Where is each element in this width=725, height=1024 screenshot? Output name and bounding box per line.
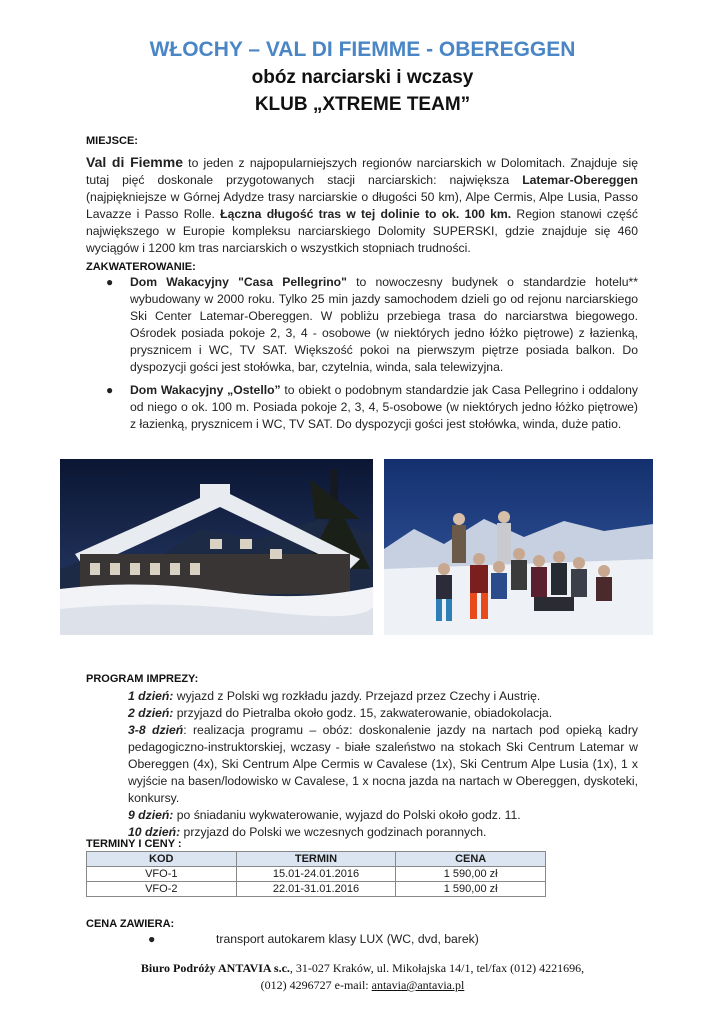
bullet-icon: ● xyxy=(148,932,156,946)
day-label: 1 dzień: xyxy=(128,689,174,703)
program-header: PROGRAM IMPREZY: xyxy=(86,673,199,685)
company-name: Biuro Podróży ANTAVIA s.c. xyxy=(140,961,290,975)
table-cell: 15.01-24.01.2016 xyxy=(236,867,396,882)
lead-text: Val di Fiemme xyxy=(86,154,183,170)
column-header: CENA xyxy=(396,852,546,867)
day-text: wyjazd z Polski wg rozkładu jazdy. Przejazd przez Czechy i Austrię. xyxy=(173,689,541,703)
day-text: przyjazd do Polski we wczesnych godzinach porannych. xyxy=(180,825,487,839)
cena-header: CENA ZAWIERA: xyxy=(86,918,175,930)
table-cell: VFO-1 xyxy=(87,867,237,882)
page-title: WŁOCHY – VAL DI FIEMME - OBEREGGEN xyxy=(149,38,576,61)
hotel-photo xyxy=(60,459,373,635)
skiers-group-photo xyxy=(384,459,653,635)
item-title: Dom Wakacyjny „Ostello” xyxy=(130,383,281,397)
list-item xyxy=(100,382,638,433)
day-text: przyjazd do Pietralba około godz. 15, zakwaterowanie, obiadokolacja. xyxy=(173,706,553,720)
accommodation-list xyxy=(100,274,638,439)
text-run: Region stanowi część największego w Europie kompleksu narciarskiego Dolomity SUPERSKI, gdzie znajduje się 460 wyciągów i 1200 km tras narciarskich o wszystkich stopniach trudności. xyxy=(86,207,638,255)
day-label: 2 dzień: xyxy=(128,706,174,720)
list-item xyxy=(128,824,638,841)
list-item xyxy=(100,274,638,376)
contact-text: (012) 4296727 e-mail: xyxy=(260,978,372,992)
text-run: to jeden z najpopularniejszych regionów narciarskich w Dolomitach. Znajduje się tutaj pięć doskonale przygotowanych stacji narciarskich: największa xyxy=(86,156,638,187)
miejsce-header: MIEJSCE: xyxy=(86,135,138,147)
column-header: TERMIN xyxy=(236,852,396,867)
day-label: 9 dzień: xyxy=(128,808,174,822)
price-table xyxy=(86,851,546,897)
table-row xyxy=(87,882,546,897)
item-text: transport autokarem klasy LUX (WC, dvd, barek) xyxy=(216,932,479,946)
footer-line-1 xyxy=(0,960,725,977)
bold-run: Latemar-Obereggen xyxy=(522,173,638,187)
club-name: KLUB „XTREME TEAM” xyxy=(254,94,471,115)
email-link[interactable]: antavia@antavia.pl xyxy=(371,978,465,992)
item-text: to obiekt o podobnym standardzie jak Casa Pellegrino i oddalony od niego o ok. 100 m. Posiada pokoje 2, 3, 4, 5-osobowe (w niektórych jedno łóżko piętrowe) z łazienką, prysznicem i WC, TV SAT. Do dyspozycji gości jest stołówka, winda, duże patio. xyxy=(130,383,638,431)
day-text: : realizacja programu – obóz: doskonalenie jazdy na nartach pod opieką kadry pedagogiczno-instruktorskiej, wczasy - białe szaleństwo na stokach Ski Centrum Latemar w Obereggen (4x), Ski Centrum Alpe Cermis w Cavalese (1x), Ski Centrum Alpe Lusia (1x), 1 x wyjście na basen/lodowisko w Cavalese, 1 x nocna jazda na nartach w Obereggen, dyskoteki, konkursy. xyxy=(128,723,638,805)
company-address: , 31-027 Kraków, ul. Mikołajska 14/1, tel/fax (012) 4221696, xyxy=(289,961,585,975)
list-item xyxy=(148,932,479,946)
footer-line-2 xyxy=(0,977,725,994)
day-text: po śniadaniu wykwaterowanie, wyjazd do Polski około godz. 11. xyxy=(173,808,521,822)
item-text: to nowoczesny budynek o standardzie hotelu** wybudowany w 2000 roku. Tylko 25 min jazdy samochodem dzieli go od rejonu narciarskiego Ski Center Latemar-Obereggen. W pobliżu przebiega trasa do narciarstwa biegowego. Ośrodek posiada pokoje 2, 3, 4 - osobowe (w niektórych jedno łóżko piętrowe) z łazienką, prysznicem i WC, TV SAT. Większość pokoi na pierwszym piętrze posiada balkon. Do dyspozycji gości jest stołówka, bar, czytelnia, winda, sala telewizyjna. xyxy=(130,275,638,374)
bullet-icon: ● xyxy=(106,383,114,397)
table-cell: 1 590,00 zł xyxy=(396,882,546,897)
column-header: KOD xyxy=(87,852,237,867)
page-subtitle: obóz narciarski i wczasy xyxy=(251,67,474,88)
bold-run: Łączna długość tras w tej dolinie to ok. 100 km. xyxy=(220,207,512,221)
footer xyxy=(0,960,725,994)
program-list xyxy=(128,688,638,841)
list-item xyxy=(128,722,638,807)
list-item xyxy=(128,807,638,824)
text-run: (najpiękniejsze w Górnej Adydze trasy narciarskie o długości 50 km), Alpe Cermis, Alpe Lusia, Passo Lavazze i Passo Rolle. xyxy=(86,190,638,221)
table-cell: 1 590,00 zł xyxy=(396,867,546,882)
table-cell: VFO-2 xyxy=(87,882,237,897)
miejsce-paragraph xyxy=(86,154,638,257)
list-item xyxy=(128,688,638,705)
zakwaterowanie-header: ZAKWATEROWANIE: xyxy=(86,261,196,273)
table-header-row xyxy=(87,852,546,867)
item-title: Dom Wakacyjny "Casa Pellegrino" xyxy=(130,275,347,289)
bullet-icon: ● xyxy=(106,275,114,289)
table-row xyxy=(87,867,546,882)
terminy-header: TERMINY I CENY : xyxy=(86,838,182,850)
list-item xyxy=(128,705,638,722)
day-label: 3-8 dzień xyxy=(128,723,184,737)
table-cell: 22.01-31.01.2016 xyxy=(236,882,396,897)
day-label: 10 dzień: xyxy=(128,825,181,839)
